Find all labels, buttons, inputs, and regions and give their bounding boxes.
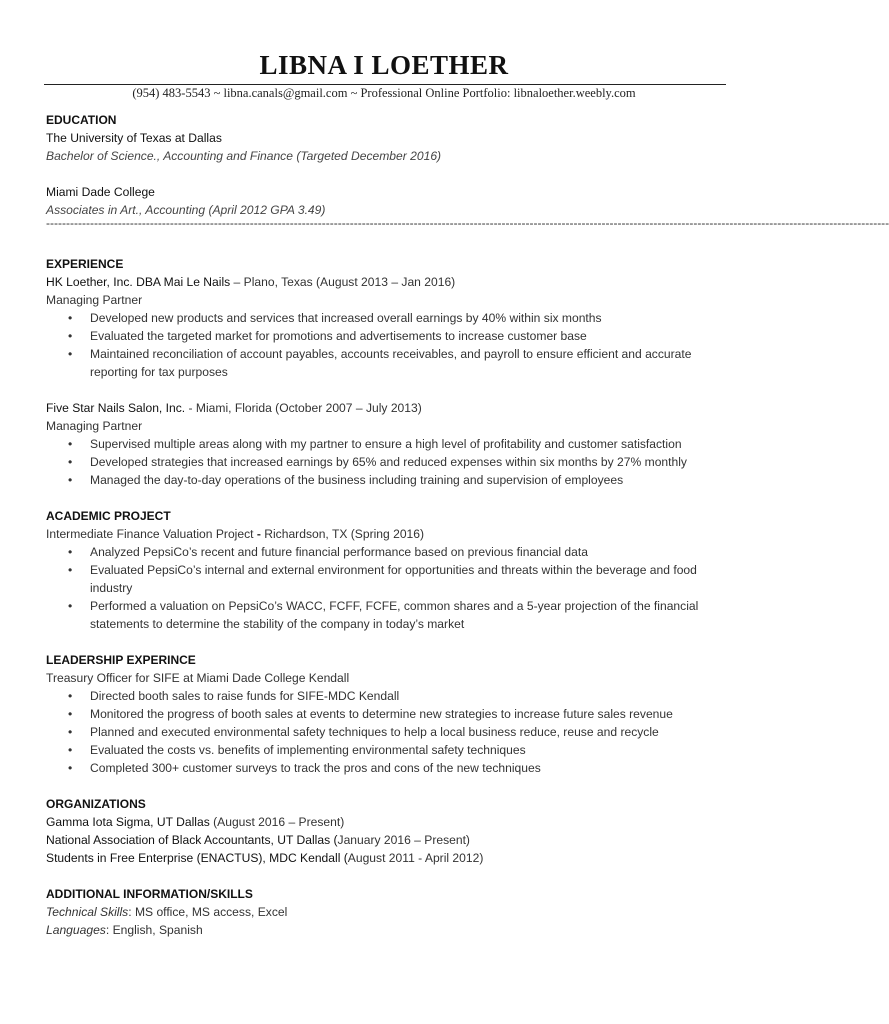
languages-value: : English, Spanish <box>105 923 203 937</box>
list-item <box>46 705 736 723</box>
bullet-text: Supervised multiple areas along with my partner to ensure a high level of profitability and customer satisfaction <box>90 437 682 451</box>
header-rule <box>44 84 726 85</box>
list-item <box>46 309 736 327</box>
organization-dates: (August 2016 – Present) <box>209 815 345 829</box>
leadership-bullets <box>46 687 736 777</box>
experience-heading: EXPERIENCE <box>46 257 124 271</box>
job-header <box>46 273 736 291</box>
technical-skills <box>46 903 736 921</box>
organization-name: National Association of Black Accountants, UT Dallas ( <box>46 833 338 847</box>
school-name: The University of Texas at Dallas <box>46 131 222 145</box>
list-item <box>46 543 736 561</box>
project-header <box>46 525 736 543</box>
list-item <box>46 759 736 777</box>
bullet-icon: • <box>68 329 73 343</box>
organization-entry <box>46 813 736 831</box>
job-location: – Plano, Texas ( <box>230 275 321 289</box>
bullet-icon: • <box>68 689 73 703</box>
organization-name: Gamma Iota Sigma, UT Dallas <box>46 815 210 829</box>
bullet-text: Performed a valuation on PepsiCo’s WACC, FCFF, FCFE, common shares and a 5-year projection of the financial statements to determine the stability of the company in today’s market <box>90 599 699 631</box>
project-bullets <box>46 543 736 633</box>
job-header <box>46 399 736 417</box>
bullet-text: Evaluated PepsiCo’s internal and external environment for opportunities and threats within the beverage and food industry <box>90 563 697 595</box>
bullet-text: Directed booth sales to raise funds for SIFE-MDC Kendall <box>90 689 400 703</box>
bullet-icon: • <box>68 761 73 775</box>
education-section <box>46 111 889 237</box>
spacer <box>46 633 736 651</box>
experience-section <box>46 255 736 489</box>
bullet-icon: • <box>68 311 73 325</box>
bullet-text: Monitored the progress of booth sales at events to determine new strategies to increase future sales revenue <box>90 707 673 721</box>
school-degree: Bachelor of Science., Accounting and Finance (Targeted December 2016) <box>46 149 442 163</box>
job-org: HK Loether, Inc. DBA Mai Le Nails <box>46 275 231 289</box>
bullet-text: Developed new products and services that increased overall earnings by 40% within six months <box>90 311 602 325</box>
skills-section <box>46 885 736 939</box>
list-item <box>46 345 736 381</box>
organization-entry <box>46 831 736 849</box>
bullet-icon: • <box>68 743 73 757</box>
bullet-icon: • <box>68 437 73 451</box>
education-heading: EDUCATION <box>46 113 117 127</box>
academic-section <box>46 507 736 633</box>
contact-line: (954) 483-5543 ~ libna.canals@gmail.com ~ Professional Online Portfolio: libnaloether.weebly.com <box>132 86 636 100</box>
project-separator: - <box>253 527 265 541</box>
languages-label: Languages <box>46 923 106 937</box>
list-item <box>46 687 736 705</box>
section-divider: ------------------------------------------------------------------------------------------------------------------------------------------------------------------------------------------------------------------- <box>46 216 889 230</box>
spacer <box>46 777 736 795</box>
bullet-text: Maintained reconciliation of account payables, accounts receivables, and payroll to ensure efficient and accurate reporting for tax purposes <box>90 347 692 379</box>
bullet-text: Evaluated the targeted market for promotions and advertisements to increase customer base <box>90 329 587 343</box>
spacer <box>46 165 736 183</box>
spacer <box>46 237 736 255</box>
job-dates: October 2007 – July 2013) <box>279 401 422 415</box>
organizations-section <box>46 795 736 867</box>
job-location: - Miami, Florida ( <box>185 401 280 415</box>
technical-skills-label: Technical Skills <box>46 905 129 919</box>
bullet-text: Planned and executed environmental safety techniques to help a local business reduce, reuse and recycle <box>90 725 659 739</box>
job-bullets <box>46 435 736 489</box>
leadership-section <box>46 651 736 777</box>
school-name: Miami Dade College <box>46 185 155 199</box>
bullet-icon: • <box>68 563 73 577</box>
resume-name: LIBNA I LOETHER <box>259 50 509 80</box>
job-dates: August 2013 – Jan 2016) <box>320 275 456 289</box>
bullet-icon: • <box>68 725 73 739</box>
job-title: Managing Partner <box>46 419 143 433</box>
spacer <box>46 381 736 399</box>
bullet-icon: • <box>68 473 73 487</box>
bullet-icon: • <box>68 599 73 613</box>
list-item <box>46 597 736 633</box>
bullet-text: Evaluated the costs vs. benefits of implementing environmental safety techniques <box>90 743 526 757</box>
list-item <box>46 453 736 471</box>
bullet-icon: • <box>68 545 73 559</box>
organization-name: Students in Free Enterprise (ENACTUS), MDC Kendall ( <box>46 851 348 865</box>
organization-dates: January 2016 – Present) <box>337 833 470 847</box>
bullet-text: Developed strategies that increased earnings by 65% and reduced expenses within six months by 27% monthly <box>90 455 687 469</box>
resume-body <box>46 111 889 939</box>
leadership-role: Treasury Officer for SIFE at Miami Dade College Kendall <box>46 671 350 685</box>
organizations-heading: ORGANIZATIONS <box>46 797 146 811</box>
academic-heading: ACADEMIC PROJECT <box>46 509 171 523</box>
list-item <box>46 435 736 453</box>
school-degree: Associates in Art., Accounting (April 2012 GPA 3.49) <box>46 203 326 217</box>
list-item <box>46 327 736 345</box>
organization-dates: August 2011 - April 2012) <box>347 851 484 865</box>
bullet-text: Completed 300+ customer surveys to track the pros and cons of the new techniques <box>90 761 541 775</box>
bullet-icon: • <box>68 707 73 721</box>
skills-heading: ADDITIONAL INFORMATION/SKILLS <box>46 887 253 901</box>
project-detail: Richardson, TX (Spring 2016) <box>264 527 425 541</box>
bullet-icon: • <box>68 347 73 361</box>
list-item <box>46 561 736 597</box>
job-bullets <box>46 309 736 381</box>
spacer <box>46 867 736 885</box>
bullet-icon: • <box>68 455 73 469</box>
organization-entry <box>46 849 736 867</box>
leadership-heading: LEADERSHIP EXPERINCE <box>46 653 196 667</box>
list-item <box>46 471 736 489</box>
project-name: Intermediate Finance Valuation Project <box>46 527 254 541</box>
spacer <box>46 489 736 507</box>
bullet-text: Analyzed PepsiCo’s recent and future financial performance based on previous financial data <box>90 545 588 559</box>
list-item <box>46 741 736 759</box>
list-item <box>46 723 736 741</box>
languages <box>46 921 736 939</box>
technical-skills-value: : MS office, MS access, Excel <box>128 905 288 919</box>
job-title: Managing Partner <box>46 293 143 307</box>
bullet-text: Managed the day-to-day operations of the business including training and supervision of employees <box>90 473 624 487</box>
job-org: Five Star Nails Salon, Inc. <box>46 401 186 415</box>
